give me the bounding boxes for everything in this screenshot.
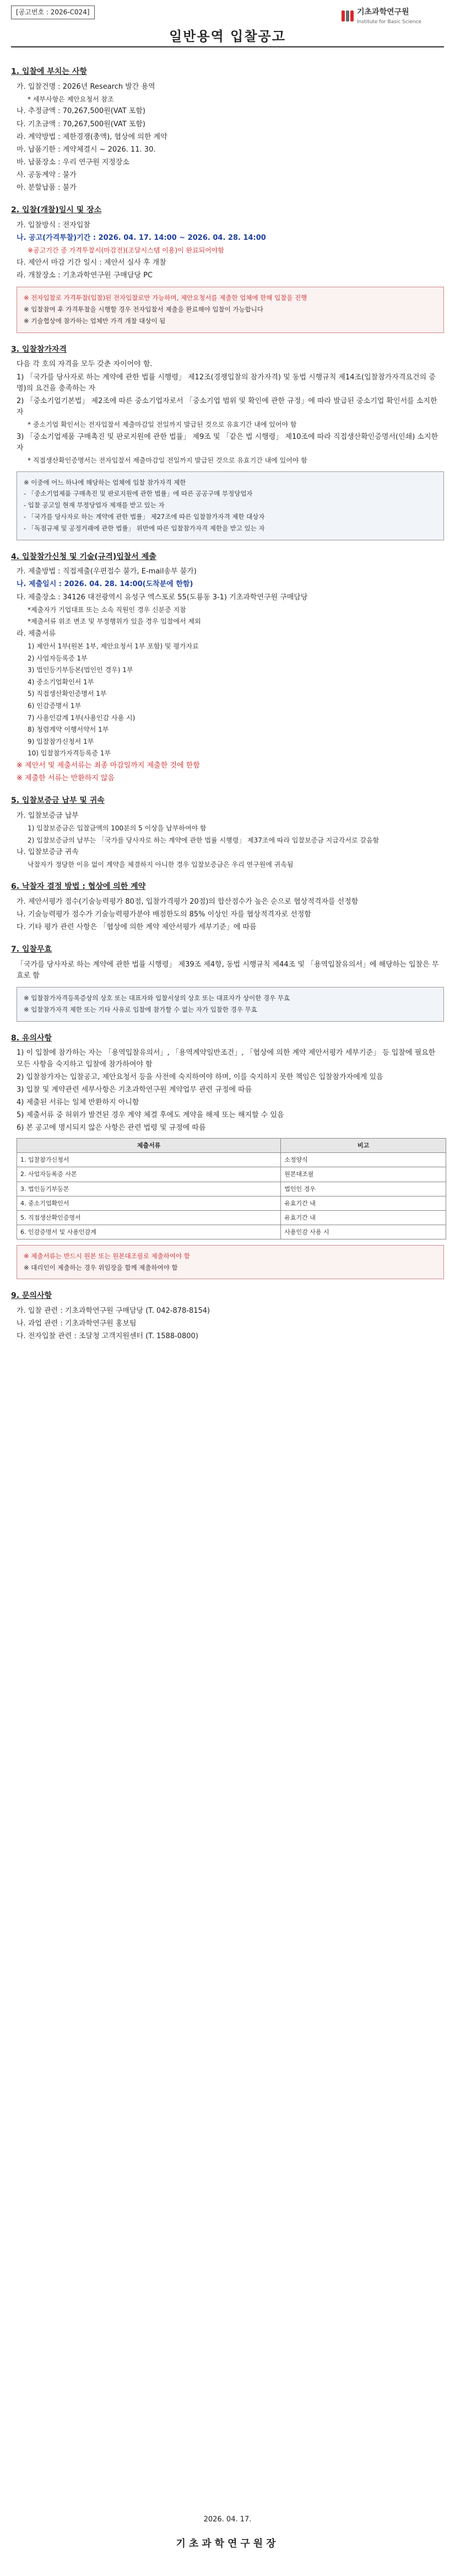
- box-line: ※ 제출서류는 반드시 원본 또는 원본대조필로 제출하여야 함: [24, 1252, 190, 1260]
- sec8-line: 5) 제출서류 중 허위가 발견된 경우 계약 체결 후에도 계약을 해제 또는 해지할 수 있음: [17, 1111, 284, 1120]
- sec4-line: 8) 청렴계약 이행서약서 1부: [28, 726, 109, 734]
- sec4-line: 3) 법인등기부등본(법인인 경우) 1부: [28, 666, 133, 674]
- sec4-line: ※ 제안서 및 제출서류는 최종 마감일까지 제출한 것에 한함: [17, 761, 200, 770]
- table-cell: 유효기간 내: [281, 1196, 446, 1210]
- sec6-line: 가. 제안서평가 점수(기술능력평가 80점, 입찰가격평가 20점)의 합산점수가 높은 순으로 협상적격자를 선정함: [17, 897, 359, 906]
- logo-name: 기초과학연구원: [357, 8, 409, 17]
- sec8-line: 2) 입찰참가자는 입찰공고, 제안요청서 등을 사전에 숙지하여야 하며, 이를 숙지하지 못한 책임은 입찰참가자에게 있음: [17, 1072, 383, 1081]
- box-line: ※ 전자입찰로 가격투찰(입찰)된 전자입찰로만 가능하며, 제안요청서를 제출한 업체에 한해 입찰을 진행: [24, 294, 307, 302]
- sec3-line: 다음 각 호의 자격을 모두 갖춘 자이어야 함.: [17, 360, 153, 369]
- section-title: 8. 유의사항: [11, 1033, 52, 1043]
- sec4-line: 9) 입찰참가신청서 1부: [28, 737, 94, 745]
- sec1-line: * 세부사항은 제안요청서 참조: [28, 95, 114, 103]
- section-4: [11, 551, 444, 785]
- sec4-line: 1) 제안서 1부(원본 1부, 제안요청서 1부 포함) 및 평가자료: [28, 642, 199, 651]
- section-3: [11, 344, 444, 540]
- section-5: [11, 795, 444, 870]
- sec3-line: 2) 「중소기업기본법」 제2조에 따른 중소기업자로서 「중소기업 범위 및 확인에 관한 규정」에 따라 발급된 중소기업 확인서를 소지한 자: [17, 396, 437, 416]
- table-cell: 6. 인감증명서 및 사용인감계: [17, 1225, 281, 1239]
- box-line: ※ 입찰참가자격 제한 또는 기타 사유로 입찰에 참가할 수 없는 자가 입찰한 경우 무효: [24, 1005, 257, 1013]
- notice-box: [17, 1245, 444, 1280]
- table-row: [17, 1167, 446, 1182]
- table-cell: 3. 법인등기부등본: [17, 1182, 281, 1196]
- sec8-line: 1) 이 입찰에 참가하는 자는 「용역입찰유의서」, 「용역계약일반조건」, 「협상에 의한 계약 제안서평가 세부기준」 등 입찰에 필요한 모든 사항을 숙지하고 입찰에 참가하여야 함: [17, 1049, 436, 1069]
- documents-table: [17, 1138, 446, 1239]
- sec2-line: 가. 입찰방식 : 전자입찰: [17, 221, 90, 230]
- sec9-line: 나. 과업 관련 : 기초과학연구원 홍보팀: [17, 1319, 137, 1328]
- sec1-line: 라. 계약방법 : 제한경쟁(총액), 협상에 의한 계약: [17, 132, 167, 141]
- table-cell: 소정양식: [281, 1153, 446, 1167]
- sec6-line: 다. 기타 평가 관련 사항은 「협상에 의한 계약 제안서평가 세부기준」에 따름: [17, 922, 257, 931]
- table-cell: 1. 입찰참가신청서: [17, 1153, 281, 1167]
- sec6-line: 나. 기술능력평가 점수가 기술능력평가분야 배점한도의 85% 이상인 자를 협상적격자로 선정함: [17, 910, 311, 919]
- page-title: 일반용역 입찰공고: [169, 29, 286, 44]
- table-row: [17, 1196, 446, 1210]
- sec4-line: *제출서류 위조 변조 및 부정행위가 있을 경우 입찰에서 제외: [28, 618, 201, 626]
- sec1-line: 아. 분할납품 : 불가: [17, 184, 77, 192]
- sec5-line: 가. 입찰보증금 납부: [17, 811, 79, 820]
- sec2-line: 다. 제안서 마감 기간 일시 : 제안서 실사 후 개찰: [17, 258, 166, 267]
- section-6: [11, 881, 444, 933]
- sec4-line: 가. 제출방법 : 직접제출(우편접수 불가, E-mail송부 불가): [17, 567, 197, 576]
- sec4-line: 2) 사업자등록증 1부: [28, 654, 88, 662]
- box-line: - 「독점규제 및 공정거래에 관한 법률」 위반에 따른 입찰참가자격 제한을 받고 있는 자: [24, 524, 265, 532]
- box-line: - 「중소기업제품 구매촉진 및 판로지원에 관한 법률」에 따른 공공구매 부정당업자: [24, 490, 253, 498]
- section-1: [11, 66, 444, 194]
- box-line: ※ 이중에 어느 하나에 해당하는 업체에 입찰 참가자격 제한: [24, 478, 186, 486]
- sec8-line: 6) 본 공고에 명시되지 않은 사항은 관련 법령 및 규정에 따름: [17, 1124, 206, 1133]
- sec2-line: 나. 공고(가격투찰)기간 : 2026. 04. 17. 14:00 ~ 2026. 04. 28. 14:00: [17, 234, 266, 243]
- sec4-line: 4) 중소기업확인서 1부: [28, 678, 94, 686]
- sec4-line: 5) 직접생산확인증명서 1부: [28, 690, 107, 698]
- sec8-line: 3) 입찰 및 계약관련 세부사항은 기초과학연구원 계약업무 관련 규정에 따름: [17, 1085, 252, 1094]
- section-title: 5. 입찰보증금 납부 및 귀속: [11, 796, 105, 806]
- sec1-line: 가. 입찰건명 : 2026년 Research 발간 용역: [17, 82, 155, 91]
- table-cell: 4. 중소기업확인서: [17, 1196, 281, 1210]
- table-cell: 유효기간 내: [281, 1210, 446, 1225]
- box-line: ※ 대리인이 제출하는 경우 위임장을 함께 제출하여야 함: [24, 1263, 178, 1271]
- table-cell: 원본대조필: [281, 1167, 446, 1182]
- sec5-line: 나. 입찰보증금 귀속: [17, 848, 79, 857]
- logo-icon: [342, 10, 354, 23]
- box-line: ※ 입찰참가자격등록증상의 상호 또는 대표자와 입찰서상의 상호 또는 대표자가 상이한 경우 무효: [24, 994, 290, 1002]
- sec4-line: 10) 입찰참가자격등록증 1부: [28, 749, 111, 758]
- section-title: 3. 입찰참가자격: [11, 345, 67, 354]
- sec9-line: 가. 입찰 관련 : 기초과학연구원 구매담당 (T. 042-878-8154): [17, 1307, 210, 1316]
- sec1-line: 사. 공동계약 : 불가: [17, 171, 77, 180]
- sec1-line: 마. 납품기한 : 계약체결시 ~ 2026. 11. 30.: [17, 145, 156, 154]
- sec7-line: 「국가를 당사자로 하는 계약에 관한 법률 시행령」 제39조 제4항, 동법 시행규칙 제44조 및 「용역입찰유의서」에 해당하는 입찰은 무효로 함: [17, 960, 439, 980]
- sec1-line: 바. 납품장소 : 우리 연구원 지정장소: [17, 158, 129, 167]
- notice-content: [11, 55, 444, 1344]
- notice-date: 2026. 04. 17.: [203, 2515, 252, 2524]
- sec4-line: 나. 제출일시 : 2026. 04. 28. 14:00(도착분에 한함): [17, 580, 193, 589]
- sec5-line: 낙찰자가 정당한 이유 없이 계약을 체결하지 아니한 경우 입찰보증금은 우리 연구원에 귀속됨: [28, 861, 294, 869]
- table-header-row: [17, 1139, 446, 1153]
- sec3-line: 1) 「국가를 당사자로 하는 계약에 관한 법률 시행령」 제12조(경쟁입찰의 참가자격) 및 동법 시행규칙 제14조(입찰참가자격요건의 증명)의 요건을 충족하는 자: [17, 373, 436, 393]
- section-title: 1. 입찰에 부치는 사항: [11, 67, 87, 76]
- section-8: [11, 1033, 444, 1280]
- section-7: [11, 944, 444, 1022]
- section-title: 2. 입찰(개찰)일시 및 장소: [11, 206, 102, 215]
- notice-box: [17, 987, 444, 1022]
- section-2: [11, 205, 444, 332]
- issuing-organization: 기초과학연구원장: [176, 2538, 279, 2550]
- logo-subtitle: Institute for Basic Science: [357, 19, 422, 25]
- title-divider: [11, 46, 444, 47]
- box-line: ※ 입찰참여 후 가격투찰을 시행할 경우 전자입찰서 제출을 완료해야 입찰이 가능합니다: [24, 305, 264, 314]
- section-9: [11, 1290, 444, 1342]
- section-title: 6. 낙찰자 결정 방법 : 협상에 의한 계약: [11, 882, 146, 892]
- box-line: - 「국가를 당사자로 하는 계약에 관한 법률」 제27조에 따른 입찰참가자격 제한 대상자: [24, 512, 265, 520]
- sec1-line: 다. 기초금액 : 70,267,500원(VAT 포함): [17, 120, 145, 128]
- table-header-cell: 비고: [281, 1139, 446, 1153]
- sec1-line: 나. 추정금액 : 70,267,500원(VAT 포함): [17, 107, 145, 116]
- sec4-line: 다. 제출장소 : 34126 대전광역시 유성구 엑스포로 55(도룡동 3-1) 기초과학연구원 구매담당: [17, 593, 308, 602]
- sec8-line: 4) 제출된 서류는 일체 반환하지 아니함: [17, 1098, 139, 1107]
- box-line: - 입찰 공고일 현재 부정당업자 제재를 받고 있는 자: [24, 501, 165, 509]
- notice-box: [17, 471, 444, 540]
- sec4-line: 라. 제출서류: [17, 629, 56, 638]
- table-cell: 법인인 경우: [281, 1182, 446, 1196]
- notice-number: [공고번호 : 2026-C024]: [11, 6, 95, 19]
- table-cell: 사용인감 사용 시: [281, 1225, 446, 1239]
- table-row: [17, 1182, 446, 1196]
- sec2-line: ※공고기간 중 가격투찰시(마감전)(조달시스템 이용)이 완료되어야함: [28, 246, 225, 255]
- table-row: [17, 1225, 446, 1239]
- sec2-line: 라. 개찰장소 : 기초과학연구원 구매담당 PC: [17, 271, 153, 280]
- sec4-line: 7) 사용인감계 1부(사용인감 사용 시): [28, 713, 136, 722]
- sec5-line: 1) 입찰보증금은 입찰금액의 100분의 5 이상을 납부하여야 함: [28, 824, 207, 833]
- table-cell: 2. 사업자등록증 사본: [17, 1167, 281, 1182]
- table-row: [17, 1153, 446, 1167]
- sec3-line: * 중소기업 확인서는 전자입찰서 제출마감일 전일까지 발급된 것으로 유효기간 내에 있어야 함: [28, 421, 297, 429]
- section-title: 4. 입찰참가신청 및 기술(규격)입찰서 제출: [11, 552, 156, 561]
- sec5-line: 2) 입찰보증금의 납부는 「국가를 당사자로 하는 계약에 관한 법률 시행령」 제37조에 따라 입찰보증금 지급각서로 갈음함: [28, 836, 380, 844]
- sec4-line: ※ 제출한 서류는 반환하지 않음: [17, 774, 115, 783]
- table-header-cell: 제출서류: [17, 1139, 281, 1153]
- sec3-line: * 직접생산확인증명서는 전자입찰서 제출마감일 전일까지 발급된 것으로 유효기간 내에 있어야 함: [28, 456, 307, 464]
- sec3-line: 3) 「중소기업제품 구매촉진 및 판로지원에 관한 법률」 제9조 및 「같은 법 시행령」 제10조에 따라 직접생산확인증명서(인쇄) 소지한 자: [17, 432, 438, 452]
- sec4-line: 6) 인감증명서 1부: [28, 702, 82, 710]
- sec9-line: 다. 전자입찰 관련 : 조달청 고객지원센터 (T. 1588-0800): [17, 1332, 198, 1341]
- section-title: 7. 입찰무효: [11, 945, 52, 954]
- table-row: [17, 1210, 446, 1225]
- notice-box: [17, 287, 444, 332]
- box-line: ※ 기술협상에 참가하는 업체만 가격 개찰 대상이 됨: [24, 316, 166, 325]
- logo: [342, 7, 421, 26]
- table-cell: 5. 직접생산확인증명서: [17, 1210, 281, 1225]
- sec4-line: *제출자가 기업대표 또는 소속 직원인 경우 신분증 지참: [28, 605, 186, 614]
- section-title: 9. 문의사항: [11, 1291, 52, 1301]
